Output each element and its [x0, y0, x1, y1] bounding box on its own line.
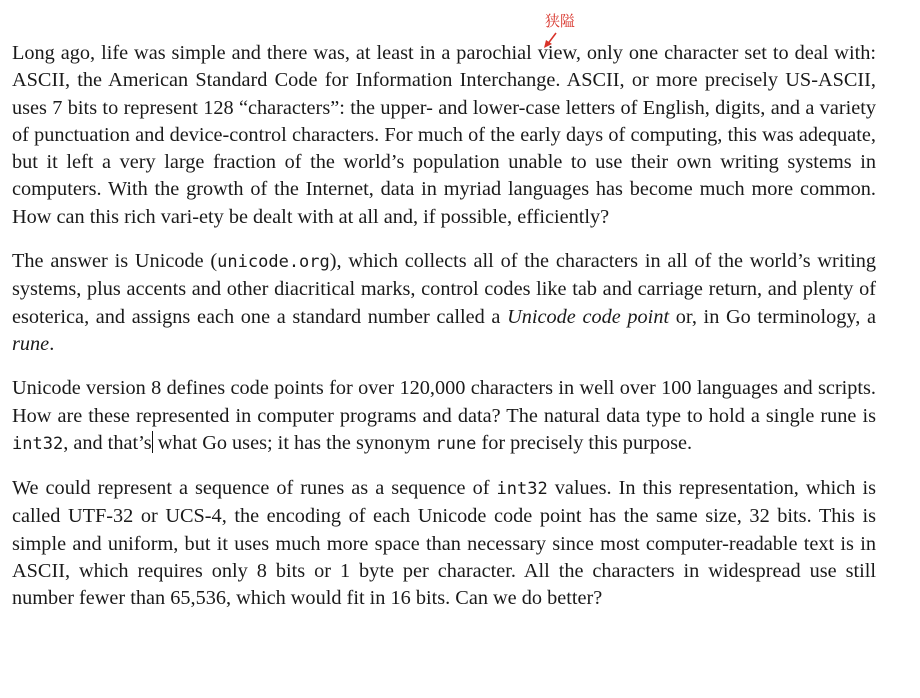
- paragraph-unicode-intro: [12, 248, 876, 358]
- term-unicode-code-point: Unicode code point: [507, 305, 670, 328]
- code-unicode-org: unicode.org: [217, 252, 330, 273]
- text-run: We could represent a sequence of runes as a sequence of: [12, 477, 497, 500]
- document-body: [12, 40, 876, 630]
- text-run: or, in Go terminology, a: [669, 305, 876, 328]
- code-rune: rune: [435, 433, 477, 454]
- paragraph-unicode-version: [12, 375, 876, 458]
- text-run: .: [49, 332, 55, 355]
- annotation-note: 狭隘: [545, 12, 576, 30]
- paragraph-utf32: [12, 475, 876, 612]
- text-run: The answer is Unicode (: [12, 250, 218, 273]
- text-run: , and that’s: [63, 431, 152, 454]
- text-run: for precisely this purpose.: [476, 431, 693, 454]
- text-run: values. In this representation, which is called UTF-32 or UCS-4, the encoding of each Unicode code point has the same size, 32 bits. This is simple and uniform, but it uses much more space than necessary since most computer-readable text is in ASCII, which requires only 8 bits or 1 byte per character. All the characters in widespread use still number fewer than 65,536, which would fit in 16 bits. Can we do better?: [12, 477, 876, 610]
- paragraph-ascii-history: Long ago, life was simple and there was, at least in a parochial view, only one character set to deal with: ASCII, the American Standard Code for Information Interchange. ASCII, or more precisely US-ASCII, uses 7 bits to represent 128 “characters”: the upper- and lower-case letters of English, digits, and a variety of punctuation and device-control characters. For much of the early days of computing, this was adequate, but it left a very large fraction of the world’s population unable to use their own writing systems in computers. With the growth of the Internet, data in myriad languages has become much more common. How can this rich vari-ety be dealt with at all and, if possible, efficiently?: [12, 42, 876, 228]
- term-rune: rune: [12, 332, 50, 355]
- text-run: ), which collects all of the characters in all of the world’s writing systems, plus accents and other diacritical marks, control codes like tab and carriage return, and plenty of esoterica, and assigns each one a standard number called a: [12, 250, 876, 328]
- code-int32: int32: [12, 433, 64, 454]
- code-int32: int32: [496, 479, 548, 500]
- text-run: Unicode version 8 defines code points for over 120,000 characters in well over 100 languages and scripts. How are these represented in computer programs and data? The natural data type to hold a single rune is: [12, 377, 876, 427]
- text-run: what Go uses; it has the synonym: [152, 431, 436, 454]
